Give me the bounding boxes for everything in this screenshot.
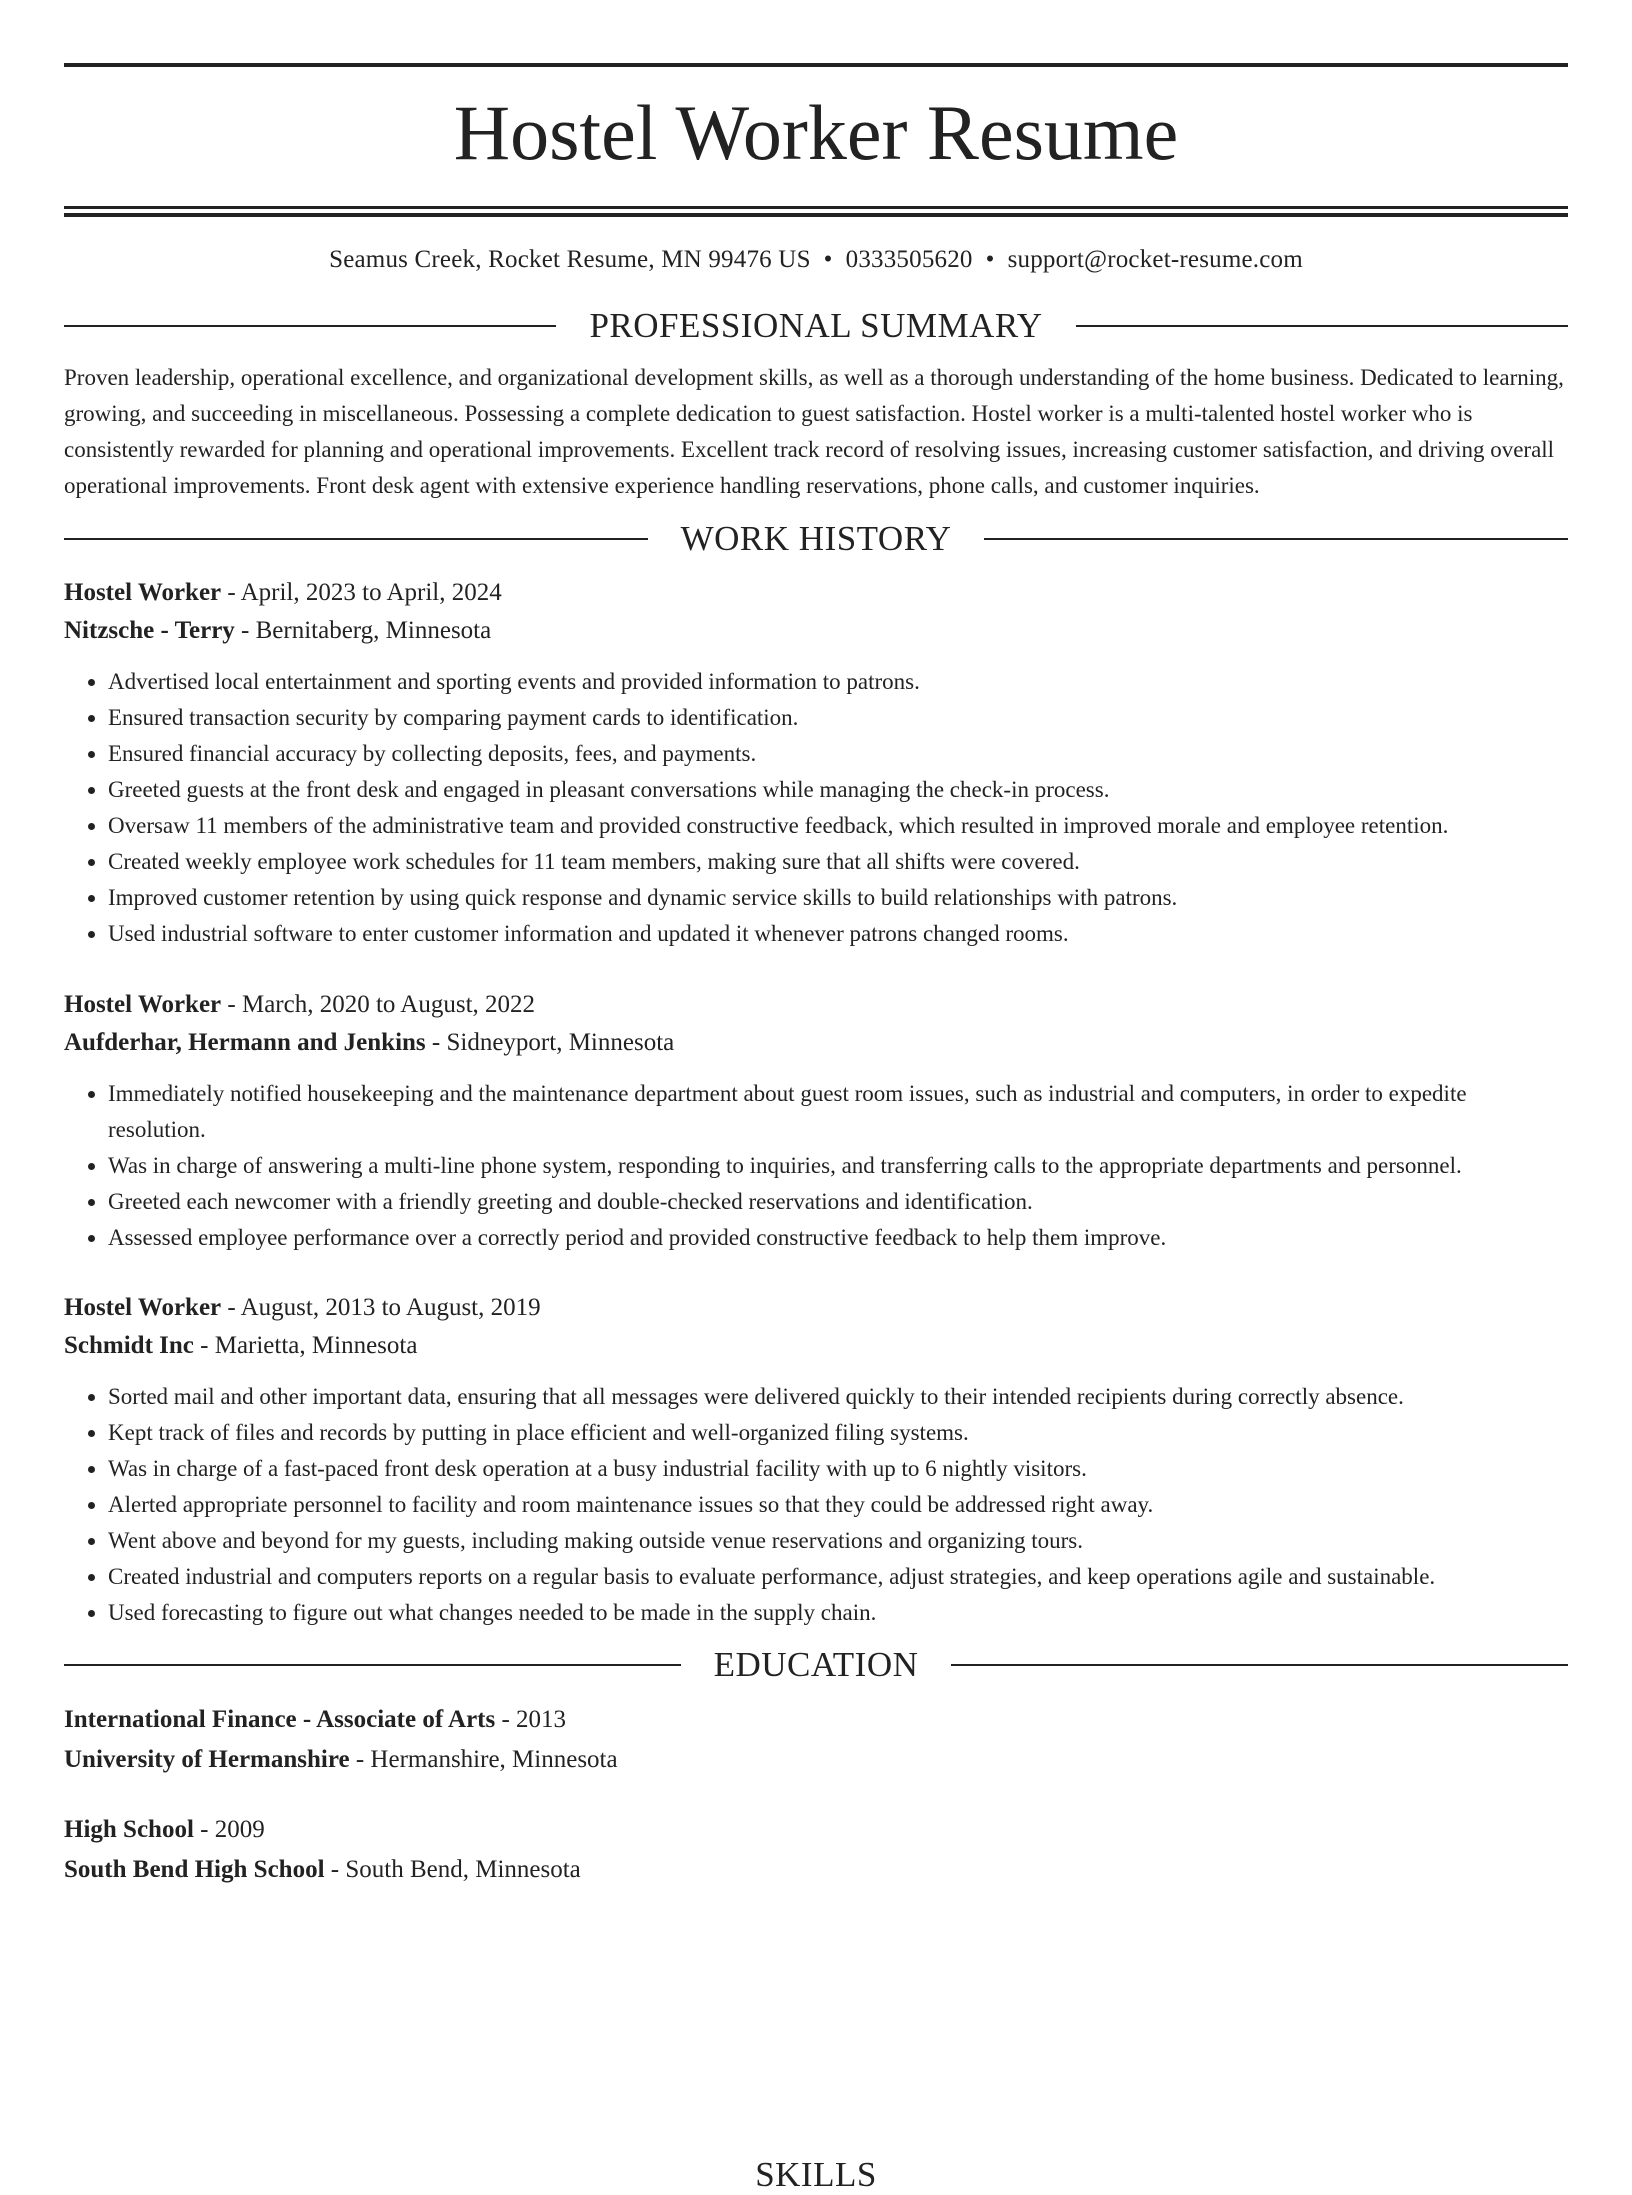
job-title-line — [64, 574, 1568, 612]
list-item: • Was in charge of a fast-paced front desk operation at a busy industrial facility with up to 6 nightly visitors. — [108, 1451, 1568, 1487]
job-bullets — [64, 664, 1568, 952]
list-item: • Advertised local entertainment and sporting events and provided information to patrons. — [108, 664, 1568, 700]
list-item: • Improved customer retention by using quick response and dynamic service skills to build relationships with patrons. — [108, 880, 1568, 916]
summary-heading-label: PROFESSIONAL SUMMARY — [589, 306, 1043, 345]
list-item: • Greeted guests at the front desk and engaged in pleasant conversations while managing the check-in process. — [108, 772, 1568, 808]
list-item: • Kept track of files and records by putting in place efficient and well-organized filing systems. — [108, 1415, 1568, 1451]
work-history-heading-label: WORK HISTORY — [680, 519, 952, 558]
education-degree-line — [64, 1810, 1568, 1850]
job-dates: - March, 2020 to August, 2022 — [221, 991, 536, 1018]
education-degree: International Finance - Associate of Arts — [64, 1706, 496, 1733]
list-item: • Was in charge of answering a multi-line phone system, responding to inquiries, and transferring calls to the appropriate departments and personnel. — [108, 1148, 1568, 1184]
title-double-rule — [64, 206, 1568, 217]
contact-phone: 0333505620 — [845, 246, 973, 273]
education-location: - South Bend, Minnesota — [324, 1856, 581, 1883]
list-item: • Created weekly employee work schedules for 11 team members, making sure that all shifts were covered. — [108, 844, 1568, 880]
list-item: • Used industrial software to enter customer information and updated it whenever patrons changed rooms. — [108, 916, 1568, 952]
education-degree-line — [64, 1700, 1568, 1740]
education-year: - 2009 — [193, 1816, 265, 1843]
education-school: South Bend High School — [64, 1856, 325, 1883]
list-item: • Went above and beyond for my guests, including making outside venue reservations and organizing tours. — [108, 1523, 1568, 1559]
job-company: Schmidt Inc — [64, 1332, 194, 1359]
list-item: • Used forecasting to figure out what changes needed to be made in the supply chain. — [108, 1595, 1568, 1631]
job-title: Hostel Worker — [64, 991, 222, 1018]
education-heading — [64, 1645, 1568, 1685]
contact-separator: • — [823, 246, 833, 273]
job-bullets — [64, 1076, 1568, 1256]
job-title: Hostel Worker — [64, 579, 222, 606]
job-company: Nitzsche - Terry — [64, 617, 235, 644]
contact-line — [64, 245, 1568, 275]
job-title-line — [64, 986, 1568, 1024]
education-school-line — [64, 1740, 1568, 1780]
contact-address: Seamus Creek, Rocket Resume, MN 99476 US — [329, 246, 811, 273]
education-school-line — [64, 1850, 1568, 1890]
list-item: • Oversaw 11 members of the administrative team and provided constructive feedback, which resulted in improved morale and employee retention. — [108, 808, 1568, 844]
job-company: Aufderhar, Hermann and Jenkins — [64, 1029, 426, 1056]
contact-separator: • — [985, 246, 995, 273]
job-bullets — [64, 1379, 1568, 1631]
education-year: - 2013 — [495, 1706, 567, 1733]
education-location: - Hermanshire, Minnesota — [349, 1746, 618, 1773]
job-company-line — [64, 1327, 1568, 1365]
heading-rule-left — [64, 325, 556, 327]
summary-heading — [64, 306, 1568, 346]
resume-title: Hostel Worker Resume — [453, 89, 1179, 176]
education-degree: High School — [64, 1816, 194, 1843]
education-heading-label: EDUCATION — [713, 1645, 919, 1684]
work-history-heading — [64, 519, 1568, 559]
job-company-line — [64, 1024, 1568, 1062]
job-title-line — [64, 1289, 1568, 1327]
job-entry — [64, 986, 1568, 1256]
summary-text: Proven leadership, operational excellence, and organizational development skills, as well as a thorough understanding of the home business. Dedicated to learning, growing, and succeeding in miscellaneous. Possessing a complete dedication to guest satisfaction. Hostel worker is a multi-talented hostel worker who is consistently rewarded for planning and operational improvements. Excellent track record of resolving issues, increasing customer satisfaction, and driving overall operational improvements. Front desk agent with extensive experience handling reservations, phone calls, and customer inquiries. — [64, 365, 1564, 498]
job-title: Hostel Worker — [64, 1294, 222, 1321]
education-entry — [64, 1700, 1568, 1780]
list-item: • Sorted mail and other important data, ensuring that all messages were delivered quickly to their intended recipients during correctly absence. — [108, 1379, 1568, 1415]
job-entry — [64, 574, 1568, 952]
job-dates: - April, 2023 to April, 2024 — [221, 579, 502, 606]
job-location: - Sidneyport, Minnesota — [425, 1029, 675, 1056]
job-company-line — [64, 612, 1568, 650]
heading-rule-right — [1076, 325, 1568, 327]
list-item: • Created industrial and computers reports on a regular basis to evaluate performance, adjust strategies, and keep operations agile and sustainable. — [108, 1559, 1568, 1595]
job-entry — [64, 1289, 1568, 1631]
list-item: • Immediately notified housekeeping and the maintenance department about guest room issues, such as industrial and computers, in order to expedite resolution. — [108, 1076, 1568, 1148]
list-item: • Ensured transaction security by comparing payment cards to identification. — [108, 700, 1568, 736]
skills-heading-label: SKILLS — [755, 2155, 877, 2194]
heading-rule-left — [64, 538, 648, 540]
job-location: - Bernitaberg, Minnesota — [234, 617, 492, 644]
list-item: • Alerted appropriate personnel to facility and room maintenance issues so that they could be addressed right away. — [108, 1487, 1568, 1523]
job-dates: - August, 2013 to August, 2019 — [221, 1294, 541, 1321]
heading-rule-right — [984, 538, 1568, 540]
contact-email[interactable]: support@rocket-resume.com — [1007, 246, 1303, 273]
education-school: University of Hermanshire — [64, 1746, 350, 1773]
list-item: • Greeted each newcomer with a friendly greeting and double-checked reservations and identification. — [108, 1184, 1568, 1220]
resume-page — [0, 63, 1632, 2194]
education-entry — [64, 1810, 1568, 1890]
heading-rule-left — [64, 1664, 681, 1666]
list-item: • Ensured financial accuracy by collecting deposits, fees, and payments. — [108, 736, 1568, 772]
list-item: • Assessed employee performance over a correctly period and provided constructive feedback to help them improve. — [108, 1220, 1568, 1256]
heading-rule-right — [951, 1664, 1568, 1666]
job-location: - Marietta, Minnesota — [193, 1332, 418, 1359]
